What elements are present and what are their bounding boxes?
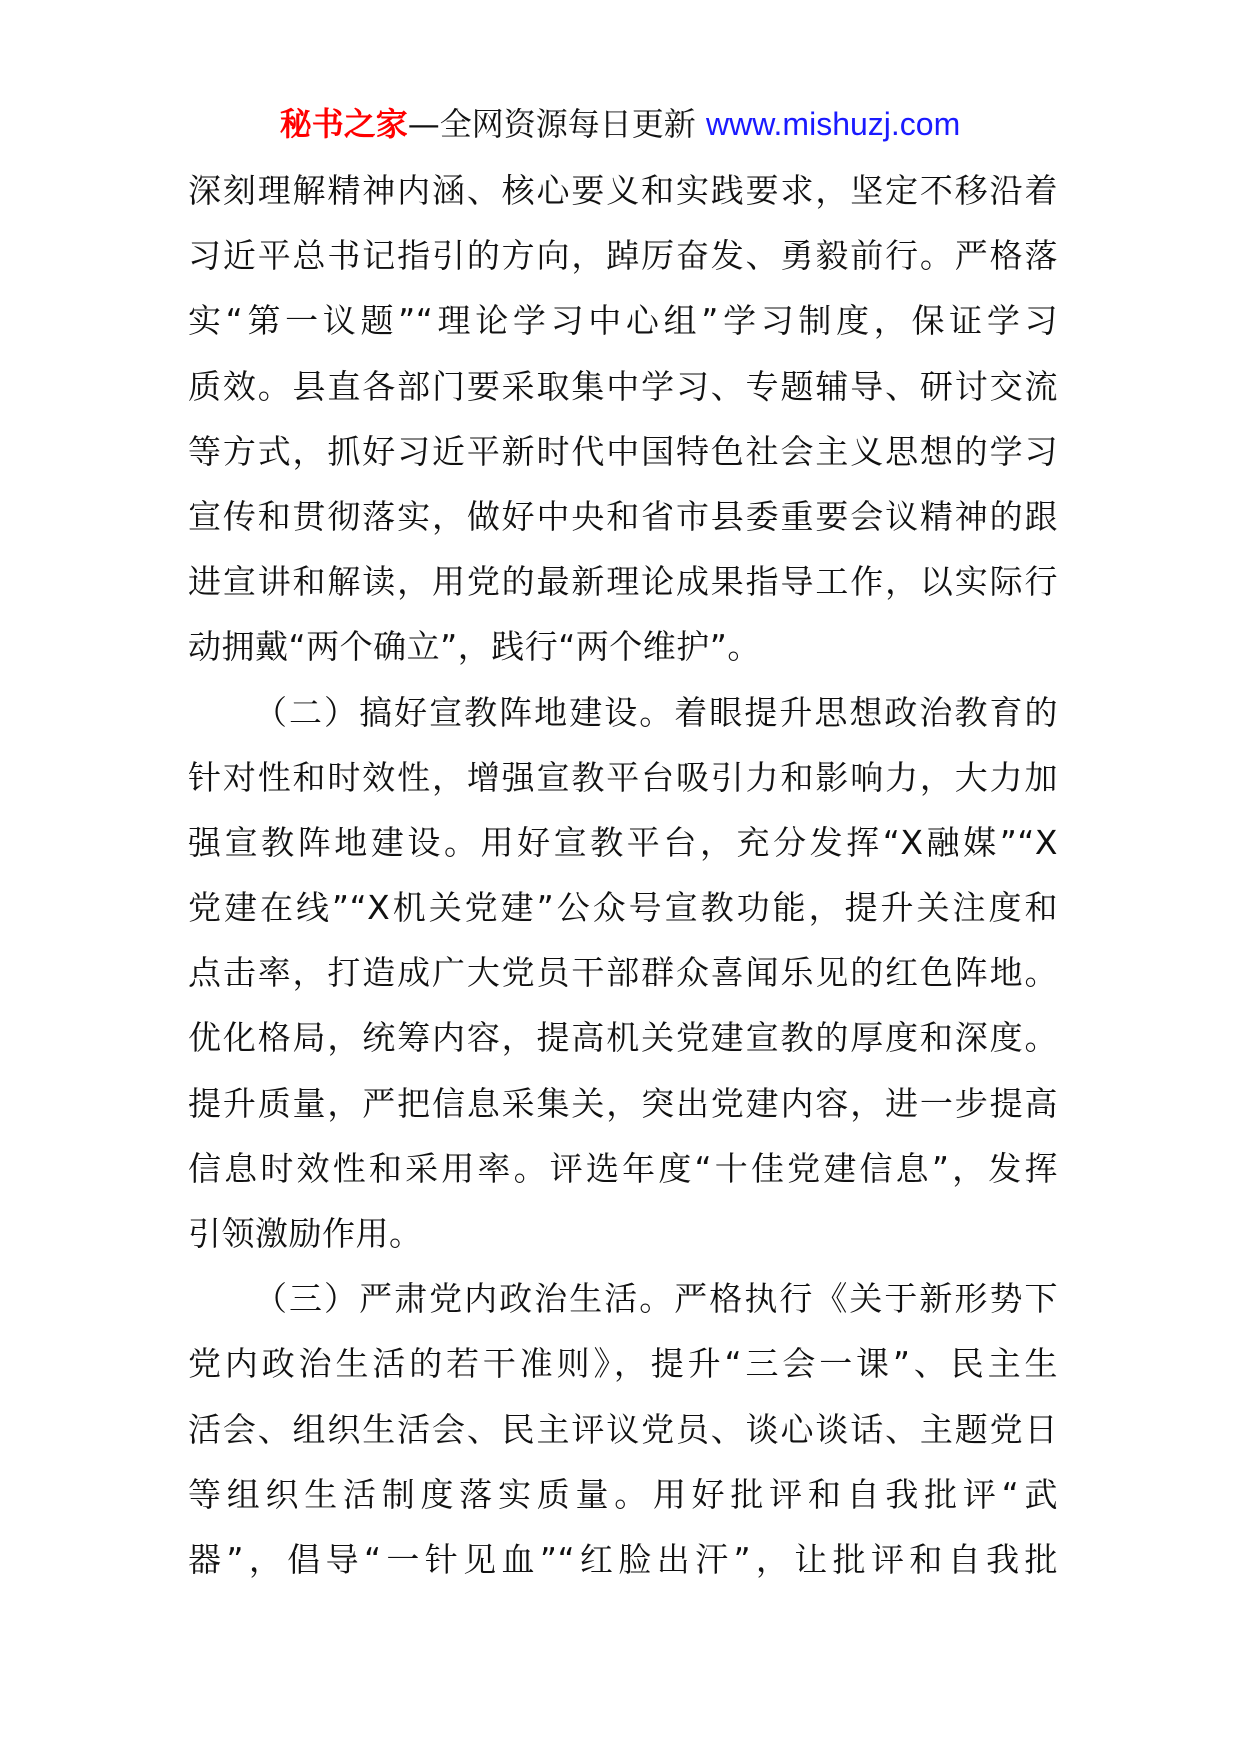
text-line: 优化格局，统筹内容，提高机关党建宣教的厚度和深度。 bbox=[188, 1018, 1058, 1058]
text-line: 器”，倡导“一针见血”“红脸出汗”，让批评和自我批 bbox=[188, 1539, 1058, 1579]
text-line: 党内政治生活的若干准则》，提升“三会一课”、民主生 bbox=[188, 1344, 1058, 1384]
website-link[interactable]: www.mishuzj.com bbox=[705, 106, 961, 142]
body-text bbox=[188, 158, 1058, 1592]
brand-name: 秘书之家 bbox=[279, 105, 408, 143]
text-line: 宣传和贯彻落实，做好中央和省市县委重要会议精神的跟 bbox=[188, 496, 1058, 536]
section-heading-line: （二）搞好宣教阵地建设。着眼提升思想政治教育的 bbox=[254, 692, 1058, 732]
text-line: 点击率，打造成广大党员干部群众喜闻乐见的红色阵地。 bbox=[188, 953, 1058, 993]
text-line: 等组织生活制度落实质量。用好批评和自我批评“武 bbox=[188, 1474, 1058, 1514]
text-line: 实“第一议题”“理论学习中心组”学习制度，保证学习 bbox=[188, 301, 1058, 341]
text-line: 针对性和时效性，增强宣教平台吸引力和影响力，大力加 bbox=[188, 757, 1058, 797]
page-header bbox=[0, 100, 1240, 148]
text-line: 信息时效性和采用率。评选年度“十佳党建信息”，发挥 bbox=[188, 1148, 1058, 1188]
text-line: 深刻理解精神内涵、核心要义和实践要求，坚定不移沿着 bbox=[188, 171, 1058, 210]
text-line: 提升质量，严把信息采集关，突出党建内容，进一步提高 bbox=[188, 1083, 1058, 1123]
text-line: 动拥戴“两个确立”，践行“两个维护”。 bbox=[188, 627, 761, 667]
text-line: 活会、组织生活会、民主评议党员、谈心谈话、主题党日 bbox=[188, 1409, 1058, 1449]
header-tagline: —全网资源每日更新 bbox=[407, 105, 706, 143]
text-line: 党建在线”“X机关党建”公众号宣教功能，提升关注度和 bbox=[188, 888, 1058, 928]
section-heading-line: （三）严肃党内政治生活。严格执行《关于新形势下 bbox=[254, 1279, 1058, 1319]
text-line: 进宣讲和解读，用党的最新理论成果指导工作，以实际行 bbox=[188, 562, 1058, 602]
text-line: 习近平总书记指引的方向，踔厉奋发、勇毅前行。严格落 bbox=[188, 236, 1058, 276]
text-line: 等方式，抓好习近平新时代中国特色社会主义思想的学习 bbox=[188, 431, 1058, 471]
text-line: 强宣教阵地建设。用好宣教平台，充分发挥“X融媒”“X bbox=[188, 822, 1058, 862]
text-line: 引领激励作用。 bbox=[188, 1214, 423, 1253]
text-line: 质效。县直各部门要采取集中学习、专题辅导、研讨交流 bbox=[188, 366, 1058, 406]
